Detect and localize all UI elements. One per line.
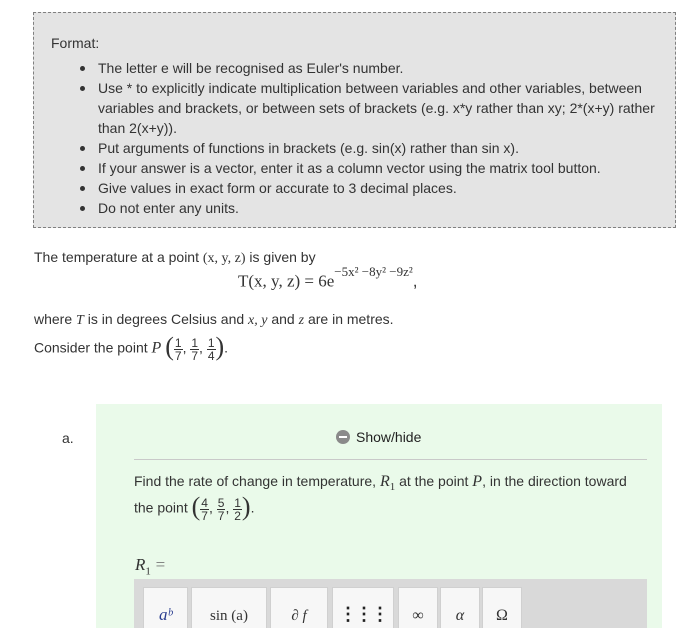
question-units <box>34 311 394 329</box>
where-and-text: and <box>271 311 295 327</box>
var-z: z <box>298 313 305 328</box>
function-icon: sin (a) <box>210 608 248 624</box>
formula-exponent: −5x² −8y² −9z² <box>334 264 413 279</box>
var-xy: x, y <box>248 313 268 328</box>
intro-end-text: is given by <box>249 249 316 265</box>
direction-text: , in the direction toward <box>482 473 627 489</box>
temperature-formula <box>238 264 418 292</box>
point-coord: $\frac{1}{7}$ <box>174 335 182 363</box>
infinity-icon: ∞ <box>412 607 424 624</box>
var-P: P <box>472 473 483 490</box>
intro-text: The temperature at a point <box>34 249 199 265</box>
show-hide-label[interactable]: Show/hide <box>356 429 422 445</box>
var-T: T <box>76 313 84 328</box>
point-coord: $\frac{1}{7}$ <box>191 335 199 363</box>
format-list <box>80 58 660 218</box>
formula-end: , <box>412 271 418 291</box>
consider-text: Consider the point <box>34 339 148 356</box>
rate-text: Find the rate of change in temperature, <box>134 473 377 489</box>
question-point: Consider the point P ( $\frac{1}{7}$ , $\frac{1}{7}$ , $\frac{1}{4}$ ). <box>34 332 229 363</box>
format-item: If your answer is a vector, enter it as a column vector using the matrix tool button. <box>80 158 660 178</box>
part-a-question-line1: Find the rate of change in temperature, $R_1$ at the point P, in the direction toward <box>134 473 627 493</box>
format-item: Do not enter any units. <box>80 198 660 218</box>
show-hide-toggle[interactable] <box>336 429 421 445</box>
derivative-icon: ∂ f <box>291 608 307 624</box>
the-point-text: the point <box>134 499 188 516</box>
part-a-question-line2: the point ( $\frac{4}{7}$ , $\frac{5}{7}$ , $\frac{1}{2}$ ). <box>134 492 255 523</box>
format-item: Give values in exact form or accurate to 3 decimal places. <box>80 178 660 198</box>
matrix-icon: ⋮⋮⋮ <box>339 604 387 624</box>
formula-lhs: T(x, y, z) = 6e <box>238 271 335 291</box>
matrix-button[interactable] <box>332 587 394 628</box>
intro-point: (x, y, z) <box>202 251 246 266</box>
answer-label: $R_1$ = <box>135 555 166 578</box>
greek-omega-button[interactable] <box>482 587 522 628</box>
target-coord: $\frac{1}{2}$ <box>234 495 241 523</box>
var-R: R <box>379 473 390 490</box>
greek-omega-icon: Ω <box>496 607 508 624</box>
superscript-icon: aᵇ <box>158 605 173 624</box>
target-coord: $\frac{4}{7}$ <box>201 495 208 523</box>
divider <box>134 459 647 460</box>
target-coord: $\frac{5}{7}$ <box>217 495 225 523</box>
at-point-text: at the point <box>399 473 469 489</box>
where-text: where <box>34 311 73 327</box>
infinity-button[interactable] <box>398 587 438 628</box>
part-a-label: a. <box>62 430 74 446</box>
function-button[interactable] <box>191 587 267 628</box>
greek-alpha-button[interactable] <box>440 587 480 628</box>
where-end-text: are in metres. <box>307 311 394 327</box>
part-a-panel <box>96 404 662 628</box>
format-item: Use * to explicitly indicate multiplication between variables and other variables, between variables and brackets, or between sets of brackets (e.g. x*y rather than xy; 2*(x+y) rather than 2(x+y)). <box>80 78 660 138</box>
format-item: The letter e will be recognised as Euler's number. <box>80 58 660 78</box>
derivative-button[interactable] <box>270 587 328 628</box>
question-intro <box>34 249 316 267</box>
point-coord: $\frac{1}{4}$ <box>207 335 215 363</box>
superscript-button[interactable] <box>143 587 188 628</box>
math-input-toolbar <box>134 579 647 628</box>
format-instructions-box <box>33 12 676 228</box>
point-name: P <box>151 339 162 357</box>
greek-alpha-icon: α <box>455 607 465 624</box>
format-title: Format: <box>51 35 100 51</box>
where-mid-text: is in degrees Celsius and <box>87 311 245 327</box>
format-item: Put arguments of functions in brackets (e.g. sin(x) rather than sin x). <box>80 138 660 158</box>
collapse-minus-icon[interactable] <box>336 430 350 444</box>
